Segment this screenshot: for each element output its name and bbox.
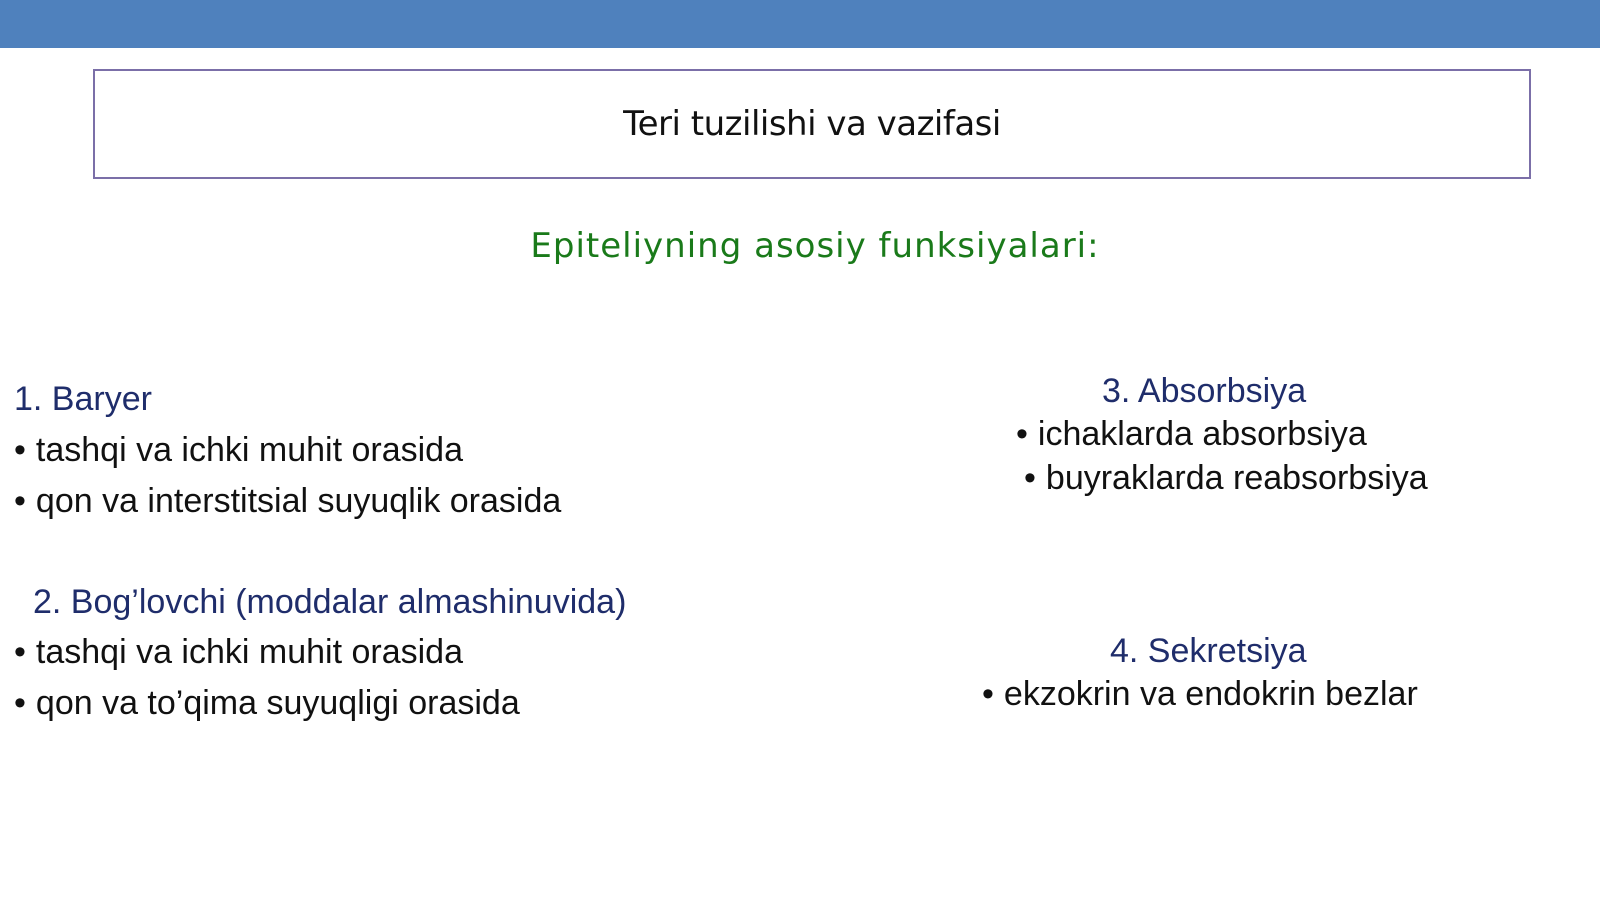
bullet-item — [14, 431, 463, 470]
bullet-text: ekzokrin va endokrin bezlar — [1003, 675, 1418, 713]
bullet-dot: • — [1016, 415, 1028, 453]
bullet-text: qon va interstitsial suyuqlik orasida — [35, 482, 562, 520]
bullet-item — [1024, 459, 1428, 498]
bullet-dot: • — [14, 482, 26, 520]
title-box — [93, 69, 1531, 179]
bullet-item — [1016, 415, 1367, 454]
bullet-dot: • — [14, 684, 26, 722]
section-heading-absorbsiya: 3. Absorbsiya — [1102, 372, 1307, 410]
slide-title: Teri tuzilishi va vazifasi — [623, 104, 1001, 144]
section-heading-sekretsiya: 4. Sekretsiya — [1110, 632, 1307, 670]
bullet-item — [14, 633, 463, 672]
top-accent-bar — [0, 0, 1600, 48]
bullet-dot: • — [1024, 459, 1036, 497]
bullet-text: qon va to’qima suyuqligi orasida — [35, 684, 520, 722]
bullet-text: ichaklarda absorbsiya — [1037, 415, 1367, 453]
section-heading-baryer: 1. Baryer — [14, 380, 152, 418]
bullet-text: tashqi va ichki muhit orasida — [35, 431, 463, 469]
section-heading-boglovchi: 2. Bog’lovchi (moddalar almashinuvida) — [33, 583, 627, 621]
slide-subtitle: Epiteliyning asosiy funksiyalari: — [530, 226, 1100, 266]
bullet-dot: • — [14, 431, 26, 469]
bullet-item — [982, 675, 1418, 714]
bullet-dot: • — [14, 633, 26, 671]
bullet-text: tashqi va ichki muhit orasida — [35, 633, 463, 671]
bullet-dot: • — [982, 675, 994, 713]
bullet-item — [14, 684, 520, 723]
bullet-text: buyraklarda reabsorbsiya — [1045, 459, 1428, 497]
bullet-item — [14, 482, 561, 521]
